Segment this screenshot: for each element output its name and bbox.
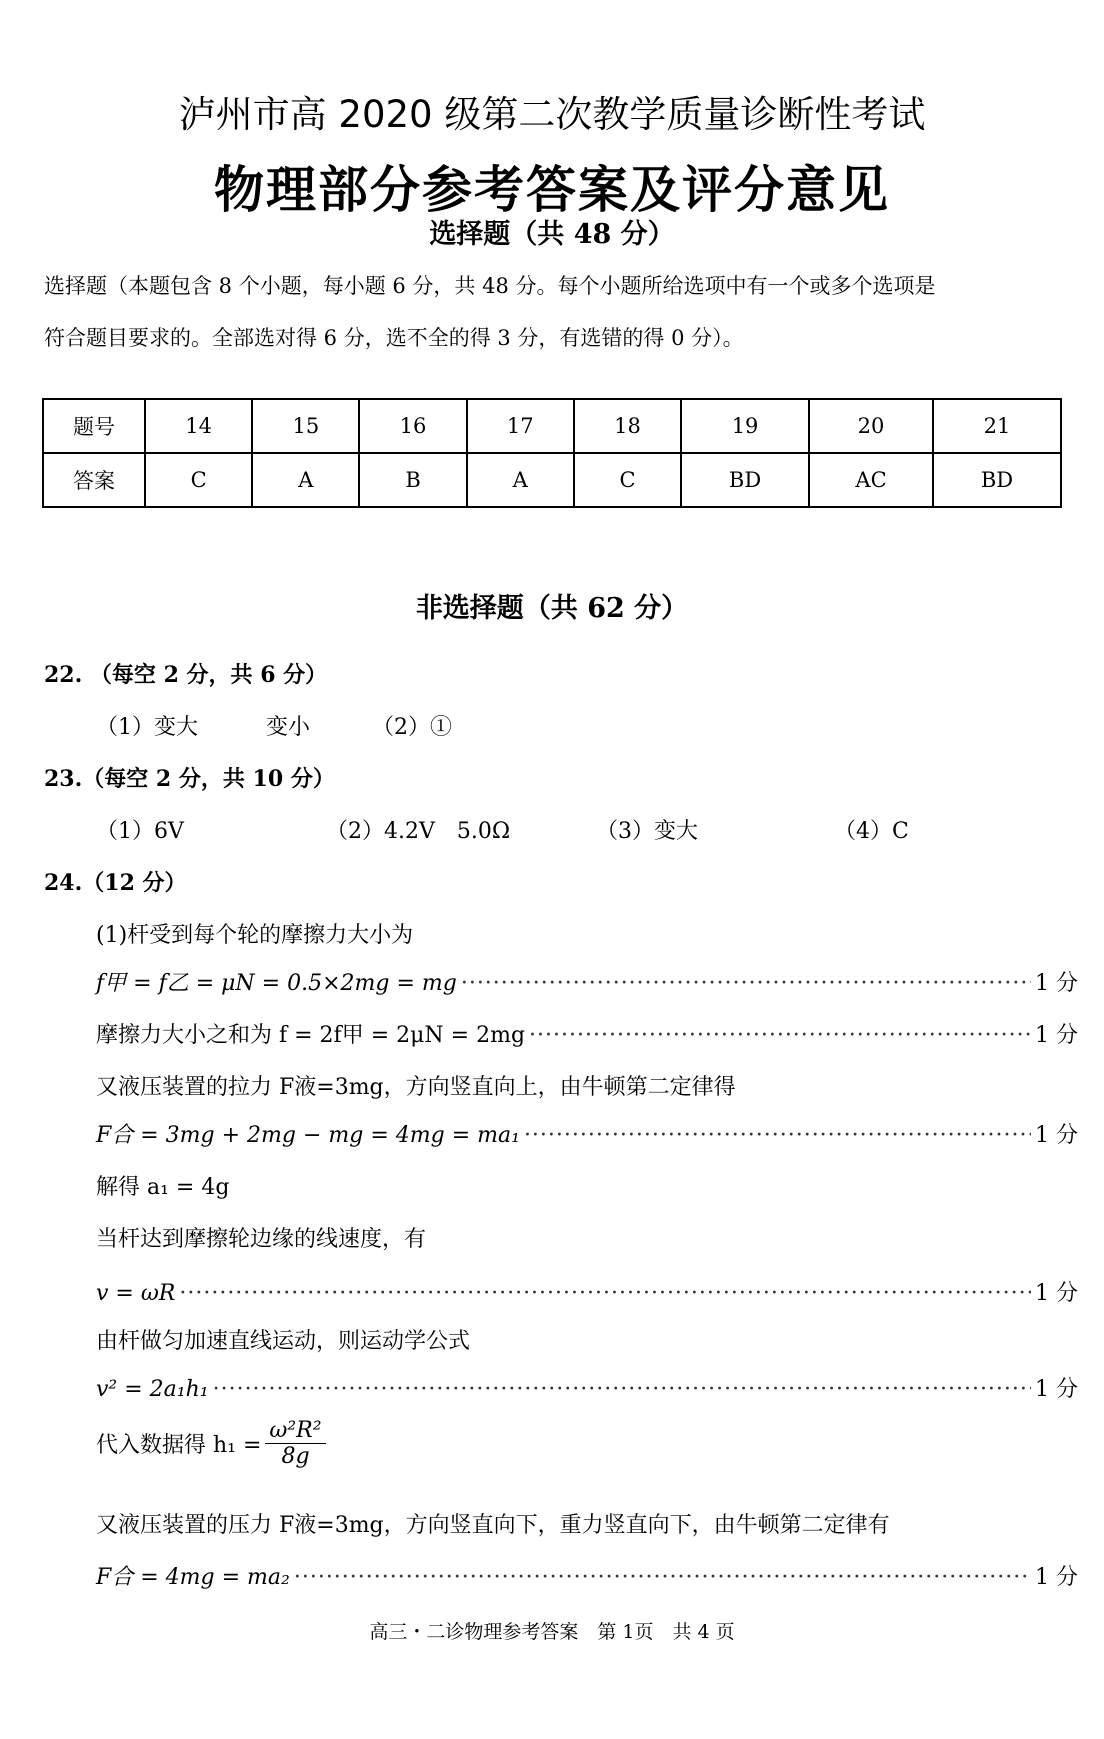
q24-line-7: 当杆达到摩擦轮边缘的线速度，有: [96, 1227, 427, 1252]
question-number: 14: [145, 399, 252, 453]
q22-answer-1: （1）变大: [96, 715, 198, 740]
score-label: 1 分: [1035, 1281, 1078, 1306]
dot-leader: [213, 1377, 1031, 1402]
equation-text: 摩擦力大小之和为 f = 2f甲 = 2μN = 2mg: [96, 1023, 526, 1048]
score-label: 1 分: [1035, 1123, 1078, 1148]
q24-title: 24.（12 分）: [44, 870, 187, 896]
answer-cell: C: [145, 453, 252, 507]
score-label: 1 分: [1035, 971, 1078, 996]
answer-cell: BD: [933, 453, 1061, 507]
answer-cell: A: [252, 453, 359, 507]
question-number: 17: [467, 399, 574, 453]
q22-title: 22. （每空 2 分，共 6 分）: [44, 662, 328, 688]
question-number: 20: [809, 399, 933, 453]
q23-answer-3: （3）变大: [596, 819, 698, 844]
q24-equation-friction-total: [96, 1018, 1078, 1049]
score-label: 1 分: [1035, 1023, 1078, 1048]
exam-title: 泸州市高 2020 级第二次教学质量诊断性考试: [178, 93, 926, 136]
q24-equation-velocity: [96, 1276, 1078, 1307]
dot-leader: [524, 1123, 1031, 1148]
q22-answer-2: 变小: [266, 715, 311, 740]
q24-equation-net-force-up: [96, 1118, 1078, 1149]
q24-equation-friction-each: [96, 966, 1078, 997]
answer-row: [43, 453, 1061, 507]
equation-text: F合 = 3mg + 2mg − mg = 4mg = ma₁: [96, 1123, 520, 1148]
q24-line-1: (1)杆受到每个轮的摩擦力大小为: [96, 923, 414, 948]
row-label-answer: 答案: [43, 453, 145, 507]
q23-answer-4: （4）C: [834, 819, 909, 844]
question-number: 15: [252, 399, 359, 453]
answer-cell: BD: [681, 453, 809, 507]
q24-line-12: 又液压装置的压力 F液=3mg，方向竖直向下，重力竖直向下，由牛顿第二定律有: [96, 1513, 890, 1538]
height-result-prefix: 代入数据得 h₁ =: [96, 1433, 262, 1458]
q24-equation-kinematics: [96, 1372, 1078, 1403]
document-title: 物理部分参考答案及评分意见: [214, 161, 890, 219]
fraction-denominator: 8g: [281, 1444, 310, 1469]
height-fraction: [265, 1418, 325, 1469]
q24-line-9: 由杆做匀加速直线运动，则运动学公式: [96, 1329, 471, 1354]
equation-text: f甲 = f乙 = μN = 0.5×2mg = mg: [96, 971, 457, 996]
answer-cell: A: [467, 453, 574, 507]
dot-leader: [461, 971, 1031, 996]
fraction-numerator: ω²R²: [265, 1418, 325, 1444]
dot-leader: [529, 1023, 1031, 1048]
choice-section-heading: 选择题（共 48 分）: [429, 219, 675, 250]
score-label: 1 分: [1035, 1377, 1078, 1402]
question-number: 19: [681, 399, 809, 453]
equation-text: v² = 2a₁h₁: [96, 1377, 209, 1402]
q24-line-6: 解得 a₁ = 4g: [96, 1175, 230, 1200]
question-number: 21: [933, 399, 1061, 453]
q22-answer-3: （2）①: [372, 715, 452, 740]
choice-instructions-line1: 选择题（本题包含 8 个小题，每小题 6 分，共 48 分。每个小题所给选项中有一个或多个选项是: [44, 274, 936, 298]
q24-height-result: [96, 1418, 326, 1469]
dot-leader: [294, 1565, 1031, 1590]
score-label: 1 分: [1035, 1565, 1078, 1590]
q24-equation-net-force-down: [96, 1560, 1078, 1591]
question-number-row: [43, 399, 1061, 453]
q23-answer-2: （2）4.2V 5.0Ω: [326, 819, 511, 844]
answer-cell: C: [574, 453, 681, 507]
question-number: 18: [574, 399, 681, 453]
choice-instructions-line2: 符合题目要求的。全部选对得 6 分，选不全的得 3 分，有选错的得 0 分）。: [44, 326, 744, 350]
row-label-number: 题号: [43, 399, 145, 453]
q23-answer-1: （1）6V: [96, 819, 184, 844]
equation-text: F合 = 4mg = ma₂: [96, 1565, 290, 1590]
dot-leader: [179, 1281, 1031, 1306]
page-footer: 高三・二诊物理参考答案 第 1页 共 4 页: [369, 1621, 735, 1643]
answer-cell: B: [359, 453, 466, 507]
nonchoice-section-heading: 非选择题（共 62 分）: [415, 593, 689, 624]
question-number: 16: [359, 399, 466, 453]
q24-line-4: 又液压装置的拉力 F液=3mg，方向竖直向上，由牛顿第二定律得: [96, 1075, 736, 1100]
q23-title: 23.（每空 2 分，共 10 分）: [44, 766, 335, 792]
answer-cell: AC: [809, 453, 933, 507]
equation-text: v = ωR: [96, 1281, 176, 1306]
answer-table: [42, 398, 1062, 508]
